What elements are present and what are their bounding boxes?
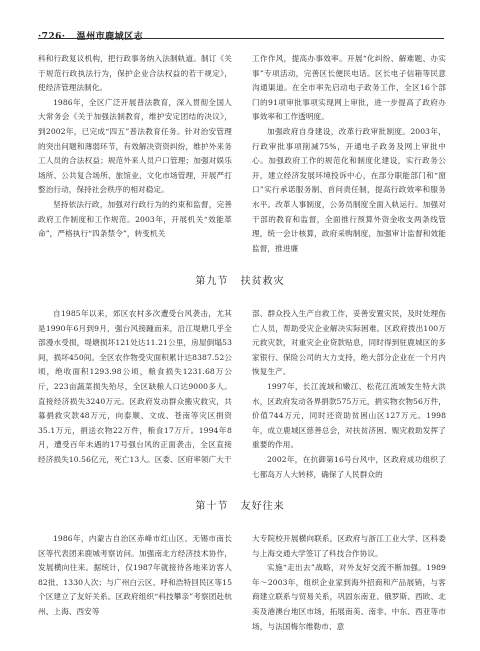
paragraph: 科和行政复议机构，把行政事务纳入法制轨道。制订《关于规范行政执法行为，保护企业合法权益的若干规定》，使经济管理法制化。: [38, 54, 232, 93]
section-number: 第十节: [195, 501, 229, 512]
page-number: ·726·: [38, 32, 66, 42]
text-column-right: [252, 532, 446, 634]
text-column-right: [252, 307, 446, 479]
text-column-left: [38, 52, 232, 239]
paragraph: 加强政府自身建设，改革行政审批制度。2003年，行政审批事项削减75%，开通电子政务及网上审批中心。加强政府工作的规范化和制度化建设，实行政务公开，建立经济发展环境投诉中心，在部分职能部门和“窗口”实行承诺服务制、首问责任制，提高行政效率和服务水平。改革人事制度，公务员制度全面入轨运行。加强对干部的教育和监督，全面推行预算外资金收支两条线管理，统一会计核算，政府采购制度，加强审计监督和效能监督，推进廉: [252, 126, 446, 253]
section-heading: [0, 272, 480, 287]
page-header: [38, 24, 444, 44]
section-number: 第九节: [195, 276, 229, 287]
paragraph: 实施“走出去”战略，对外友好交流不断加强。1989年～2003年，组织企业家到海外招商和产品展销，与客商建立联系与贸易关系，巩固东南亚、俄罗斯、西欧、北美及港澳台地区市场，拓展南美、南非、中东、西亚等市场，与法国梅尔维勒市、意: [252, 563, 446, 631]
text-column-right: [252, 52, 446, 253]
section-title: 扶贫救灾: [240, 276, 285, 287]
text-column-left: [38, 532, 232, 634]
section-title: 友好往来: [240, 501, 285, 512]
paragraph: 1986年，全区广泛开展普法教育，深入贯彻全国人大常务会《关于加强法制教育，维护安定团结的决议》，到2002年，已完成“四五”普法教育任务。针对治安管理的突出问题和薄弱环节，有效解决资资纠纷，维护外来务工人员的合法权益；规范外来人员户口管理；加强对娱乐场所、公共复合场所、旅馆业、文化市场管理，开展严打整治行动，保持社会秩序的相对稳定。: [38, 97, 232, 195]
paragraph: 1997年，长江流域和嫩江、松花江流域发生特大洪水，区政府发动各界捐款575万元，捐实物衣物56万件，价值744万元，同时还资助贫困山区127万元。1998年，成立鹿城区慈善总会，对扶贫济困、赈灾救助发挥了重要的作用。: [252, 381, 446, 450]
paragraph: 自1985年以来，郊区农村多次遭受台风袭击，尤其是1990年6月到9月，强台风接踵而来，沿江堤塘几乎全部漫水受损，堤塘损坏121处达11.21公里，房屋倒塌53间，损坏450间。全区农作物受灾面积累计达8387.52公顷，绝收面积1293.98公顷，粮食损失1231.68万公斤，223亩蔬菜损失殆尽，全区缺粮人口达9000多人。直接经济损失3240万元。区政府发动群众搬灾救灾，共募捐救灾款48万元，向泰顺、文成、苍南等灾区捐资35.1万元，捐送衣物22万件，粮食17万斤。1994年8月，遭受百年未遇的17号强台风的正面袭击，全区直接经济损失10.56亿元，死亡13人。区委、区府率领广大干: [38, 309, 232, 464]
paragraph: 工作作风，提高办事效率。开展“化纠纷、解难题、办实事”专项活动，完善区长便民电话。区长电子信箱等民意沟通渠道。在全市率先启动电子政务工作，全区16个部门的91项审批事项实现网上审批，进一步提高了政府办事效率和工作透明度。: [252, 54, 446, 122]
book-title: 温州市鹿城区志: [76, 32, 144, 42]
paragraph: 2002年，在抗御第16号台风中，区政府成功组织了七都岛万人大转移，确保了人民群众的: [252, 454, 446, 479]
paragraph: 坚持依法行政，加强对行政行为的约束和监督，完善政府工作制度和工作规范。2003年，开展机关“效能革命”，严格执行“四条禁令”，转变机关: [38, 199, 232, 239]
paragraph: 部、群众投入生产自救工作，妥善安置灾民，及时处理伤亡人员，帮助受灾企业解决实际困难。区政府拨出100万元救灾款，对重灾企业贷款贴息，同时得到驻鹿城区的多家银行、保险公司的大力支持，绝大部分企业在一个月内恢复生产。: [252, 309, 446, 377]
text-column-left: [38, 307, 232, 470]
header-rule: [38, 38, 444, 39]
paragraph: 大专院校开展横向联系，区政府与浙江工业大学、区科委与上海交通大学签订了科技合作协议。: [252, 534, 446, 558]
paragraph: 1986年，内蒙古自治区赤峰市红山区、无锡市南长区等代表团来鹿城考察访问。加强南北方经济技术协作，发展横向往来。据统计，仅1987年就接待各地来访客人82批、1330人次；与广州白云区、呼和浩特回民区等15个区建立了友好关系。区政府组织“科技攀亲”考察团赴杭州、上海、西安等: [38, 534, 232, 616]
section-heading: [0, 497, 480, 512]
